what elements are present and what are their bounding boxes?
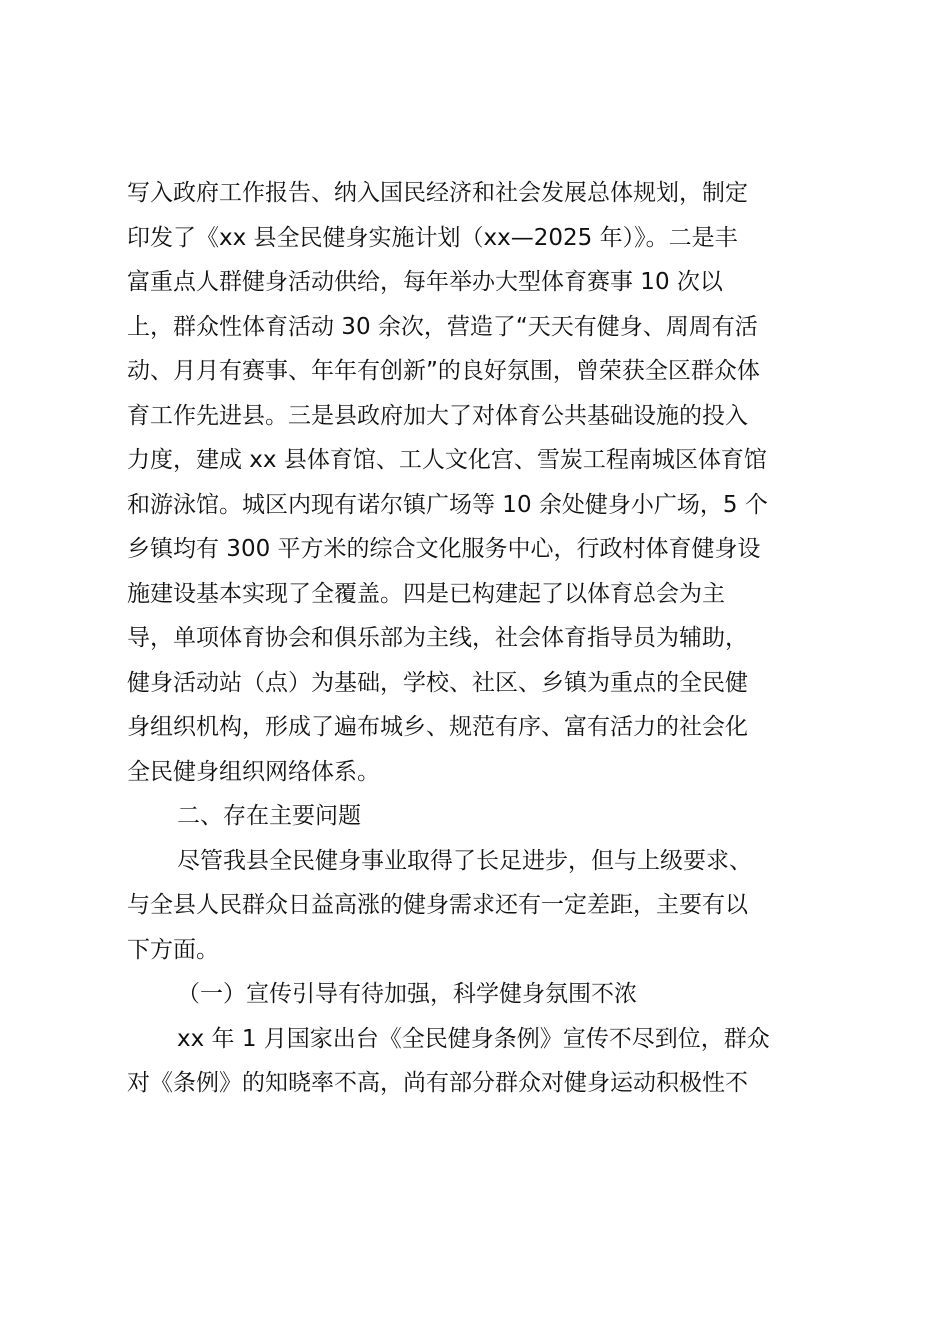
text-line: 乡镇均有 300 平方米的综合文化服务中心，行政村体育健身设 <box>127 536 761 562</box>
text-line: xx 年 1 月国家出台《全民健身条例》宣传不尽到位，群众 <box>177 1025 770 1052</box>
text-line: 施建设基本实现了全覆盖。四是已构建起了以体育总会为主 <box>127 580 725 607</box>
text-line: 下方面。 <box>127 936 219 963</box>
text-line: 印发了《xx 县全民健身实施计划（xx—2025 年）》。二是丰 <box>127 224 738 251</box>
text-line: 与全县人民群众日益高涨的健身需求还有一定差距，主要有以 <box>127 892 748 918</box>
text-line: 和游泳馆。城区内现有诺尔镇广场等 10 余处健身小广场，5 个 <box>127 491 768 518</box>
text-line: 动、月月有赛事、年年有创新”的良好氛围，曾荣获全区群众体 <box>127 358 760 384</box>
text-line: 力度，建成 xx 县体育馆、工人文化宫、雪炭工程南城区体育馆 <box>127 447 767 473</box>
text-line: 导，单项体育协会和俱乐部为主线，社会体育指导员为辅助， <box>127 625 748 651</box>
text-line: 身组织机构，形成了遍布城乡、规范有序、富有活力的社会化 <box>127 714 748 740</box>
text-line: 上，群众性体育活动 30 余次，营造了“天天有健身、周周有活 <box>127 313 758 340</box>
text-line: （一）宣传引导有待加强，科学健身氛围不浓 <box>177 981 637 1007</box>
text-line: 尽管我县全民健身事业取得了长足进步，但与上级要求、 <box>177 847 752 874</box>
text-line: 育工作先进县。三是县政府加大了对体育公共基础设施的投入 <box>127 402 748 429</box>
text-line: 健身活动站（点）为基础，学校、社区、乡镇为重点的全民健 <box>127 669 748 696</box>
text-line: 对《条例》的知晓率不高，尚有部分群众对健身运动积极性不 <box>127 1070 748 1096</box>
text-line: 全民健身组织网络体系。 <box>127 758 380 785</box>
text-line: 写入政府工作报告、纳入国民经济和社会发展总体规划，制定 <box>127 180 748 206</box>
body-text <box>127 171 847 1106</box>
text-line: 二、存在主要问题 <box>177 803 361 829</box>
text-line: 富重点人群健身活动供给，每年举办大型体育赛事 10 次以 <box>127 269 723 295</box>
